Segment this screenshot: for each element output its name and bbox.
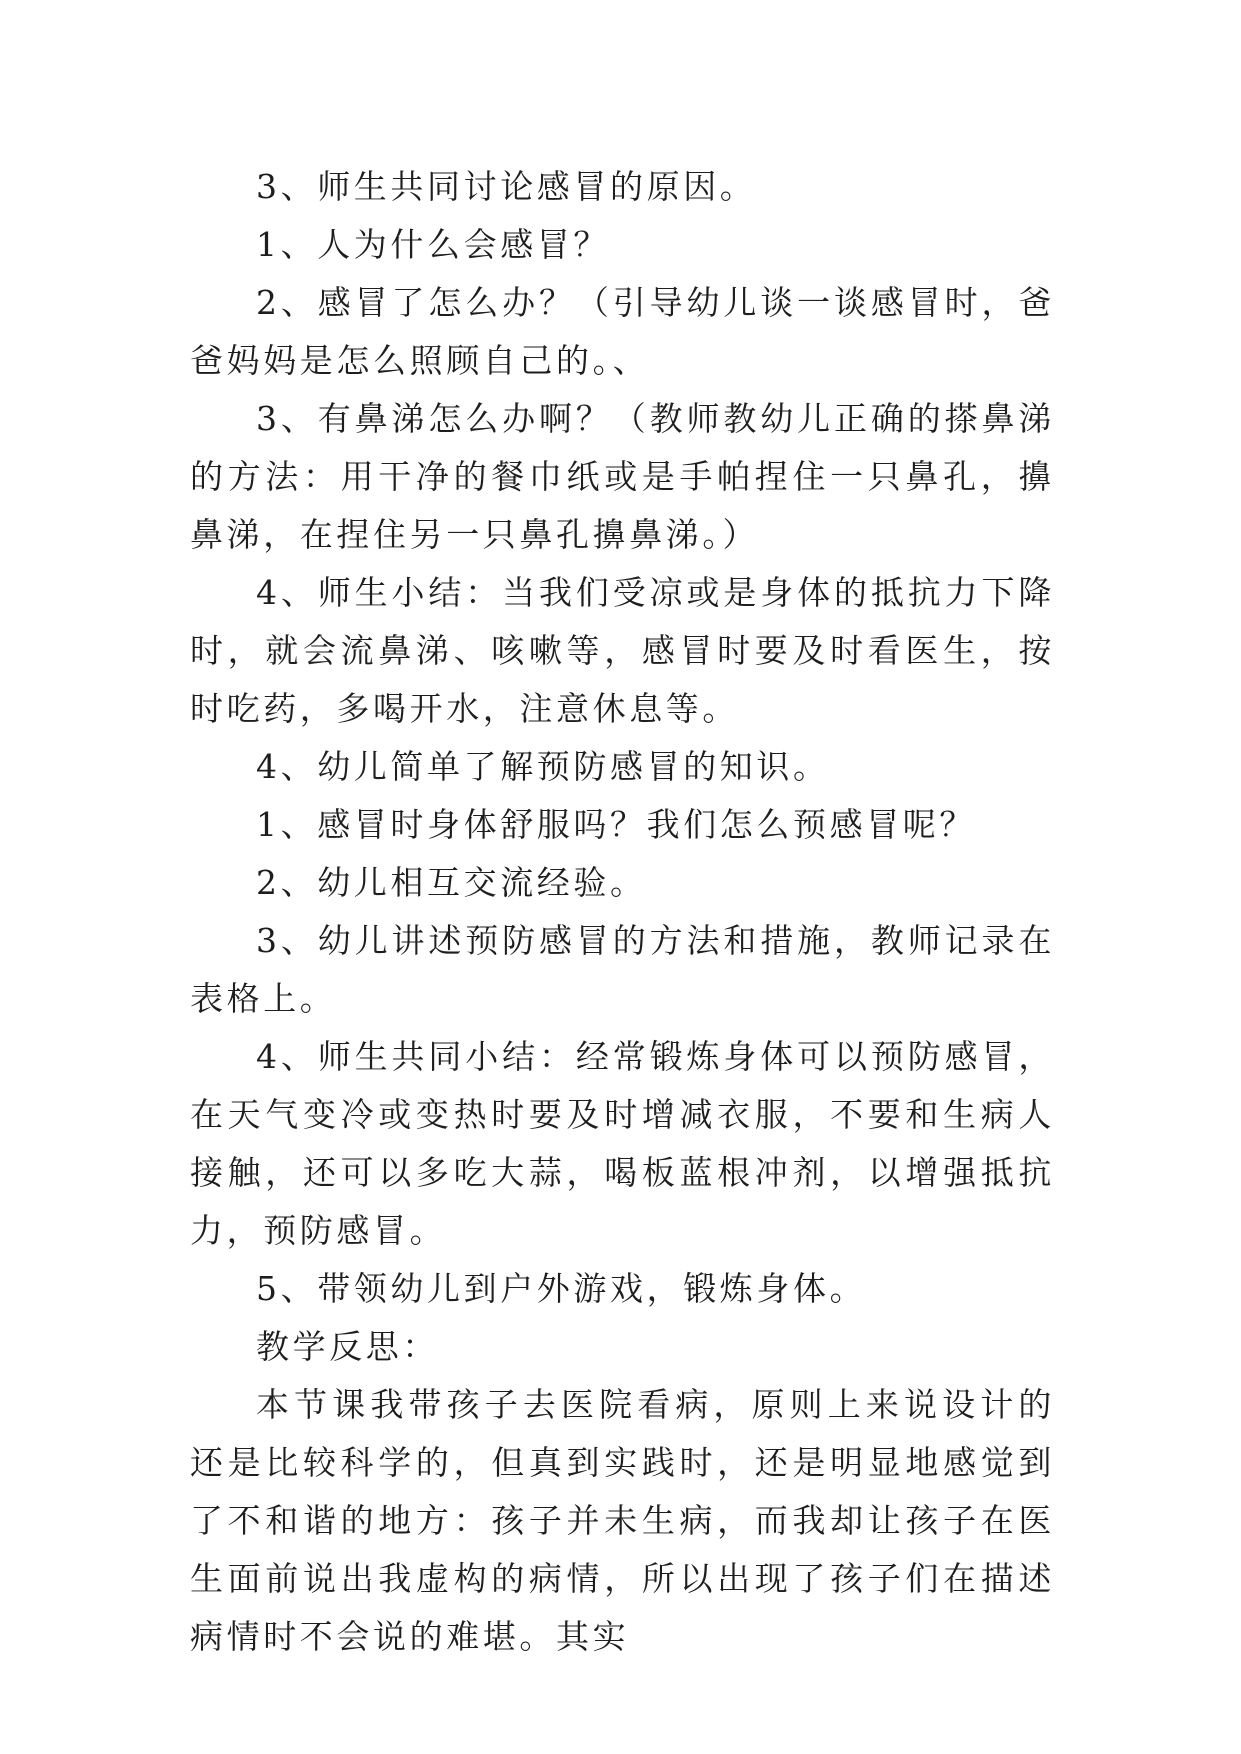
paragraph: 1、人为什么会感冒？ (256, 225, 610, 264)
paragraph: 5、带领幼儿到户外游戏，锻炼身体。 (256, 1269, 867, 1308)
paragraph: 2、感冒了怎么办？（引导幼儿谈一谈感冒时，爸爸妈妈是怎么照顾自己的。、 (190, 283, 1055, 380)
paragraph: 4、师生小结：当我们受凉或是身体的抵抗力下降时，就会流鼻涕、咳嗽等，感冒时要及时看医生，按时吃药，多喝开水，注意休息等。 (190, 573, 1055, 728)
paragraph: 1、感冒时身体舒服吗？我们怎么预感冒呢？ (256, 805, 976, 844)
paragraph: 4、师生共同小结：经常锻炼身体可以预防感冒，在天气变冷或变热时要及时增减衣服，不要和生病人接触，还可以多吃大蒜，喝板蓝根冲剂，以增强抵抗力，预防感冒。 (190, 1037, 1055, 1250)
paragraph: 4、幼儿简单了解预防感冒的知识。 (256, 747, 830, 786)
document-body (190, 158, 1055, 1666)
paragraph: 3、有鼻涕怎么办啊？（教师教幼儿正确的搽鼻涕的方法：用干净的餐巾纸或是手帕捏住一只鼻孔，擤鼻涕，在捏住另一只鼻孔擤鼻涕。） (190, 399, 1055, 554)
paragraph: 2、幼儿相互交流经验。 (256, 863, 647, 902)
section-heading: 教学反思： (256, 1327, 439, 1366)
paragraph: 3、幼儿讲述预防感冒的方法和措施，教师记录在表格上。 (190, 921, 1055, 1018)
paragraph: 本节课我带孩子去医院看病，原则上来说设计的还是比较科学的，但真到实践时，还是明显地感觉到了不和谐的地方：孩子并未生病，而我却让孩子在医生面前说出我虚构的病情，所以出现了孩子们在描述病情时不会说的难堪。其实 (190, 1385, 1055, 1656)
paragraph: 3、师生共同讨论感冒的原因。 (256, 167, 757, 206)
